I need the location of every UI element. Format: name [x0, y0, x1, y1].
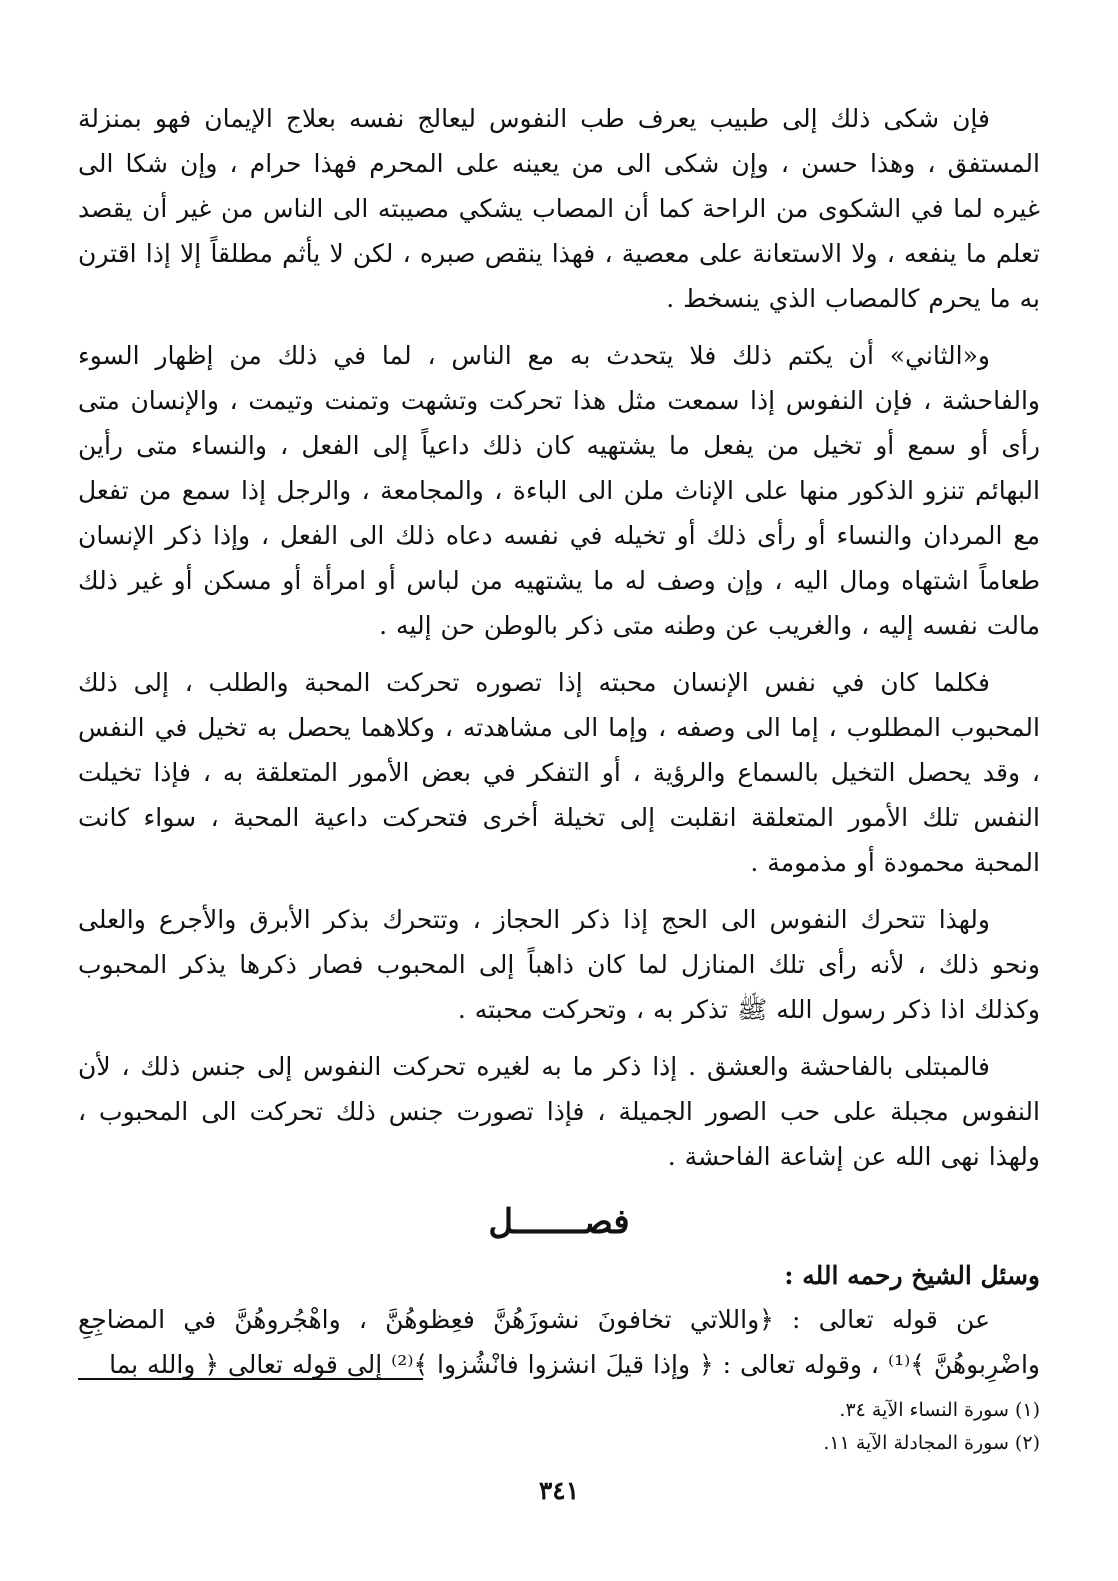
footnote-2: (٢) سورة المجادلة الآية ١١.	[823, 1432, 1040, 1454]
paragraph-4: ولهذا تتحرك النفوس الى الحج إذا ذكر الحجاز ، وتتحرك بذكر الأبرق والأجرع والعلى ونحو ذلك ، لأنه رأى تلك المنازل لما كان ذاهباً إلى المحبوب فصار ذكرها يذكر المحبوب وكذلك اذا ذكر رسول الله ﷺ تذكر به ، وتحركت محبته .	[78, 905, 1040, 1024]
footnote-1: (١) سورة النساء الآية ٣٤.	[839, 1399, 1040, 1421]
paragraph-3: فكلما كان في نفس الإنسان محبته إذا تصوره تحركت المحبة والطلب ، إلى ذلك المحبوب المطلوب ، إما الى وصفه ، وإما الى مشاهدته ، وكلاهما يحصل به تخيل في النفس ، وقد يحصل التخيل بالسماع والرؤية ، أو التفكر في بعض الأمور المتعلقة به ، فإذا تخيلت النفس تلك الأمور المتعلقة انقلبت إلى تخيلة أخرى فتحركت داعية المحبة ، سواء كانت المحبة محمودة أو مذمومة .	[78, 668, 1040, 877]
page-number: ٣٤١	[538, 1476, 580, 1505]
question-intro: وسئل الشيخ رحمه الله :	[784, 1261, 1040, 1290]
section-heading: فصـــــــل	[488, 1202, 630, 1242]
paragraph-5: فالمبتلى بالفاحشة والعشق . إذا ذكر ما به لغيره تحركت النفوس إلى جنس ذلك ، لأن النفوس مجبلة على حب الصور الجميلة ، فإذا تصورت جنس ذلك تحركت الى المحبوب ، ولهذا نهى الله عن إشاعة الفاحشة .	[78, 1052, 1040, 1171]
paragraph-2: و«الثاني» أن يكتم ذلك فلا يتحدث به مع الناس ، لما في ذلك من إظهار السوء والفاحشة ، فإن النفوس إذا سمعت مثل هذا تحركت وتشهت وتمنت وتيمت ، والإنسان متى رأى أو سمع أو تخيل من يفعل ما يشتهيه كان ذلك داعياً إلى الفعل ، والنساء متى رأين البهائم تنزو الذكور منها على الإناث ملن الى الباءة ، والمجامعة ، والرجل إذا سمع من تفعل مع المردان والنساء أو رأى ذلك أو تخيله في نفسه دعاه ذلك الى الفعل ، وإذا ذكر الإنسان طعاماً اشتهاه ومال اليه ، وإن وصف له ما يشتهيه من لباس أو امرأة أو مسكن أو غير ذلك مالت نفسه إليه ، والغريب عن وطنه متى ذكر بالوطن حن إليه .	[78, 341, 1040, 640]
footnotes	[78, 1394, 1040, 1460]
document-page	[78, 96, 1040, 1566]
footnote-divider	[78, 1378, 423, 1380]
question-text: عن قوله تعالى : ﴿واللاتي تخافونَ نشوزَهُنَّ فعِظوهُنَّ ، واهْجُروهُنَّ في المضاجِعِ واضْرِبوهُنَّ ﴾⁽¹⁾ ، وقوله تعالى : ﴿ وإذا قيلَ انشزوا فانْشُزوا ﴾⁽²⁾ إلى قوله تعالى ﴿ والله بما	[78, 1305, 1040, 1379]
paragraph-1: فإن شكى ذلك إلى طبيب يعرف طب النفوس ليعالج نفسه بعلاج الإيمان فهو بمنزلة المستفق ، وهذا حسن ، وإن شكى الى من يعينه على المحرم فهذا حرام ، وإن شكا الى غيره لما في الشكوى من الراحة كما أن المصاب يشكي مصيبته الى الناس من غير أن يقصد تعلم ما ينفعه ، ولا الاستعانة على معصية ، فهذا ينقص صبره ، لكن لا يأثم مطلقاً إلا إذا اقترن به ما يحرم كالمصاب الذي ينسخط .	[78, 104, 1040, 313]
